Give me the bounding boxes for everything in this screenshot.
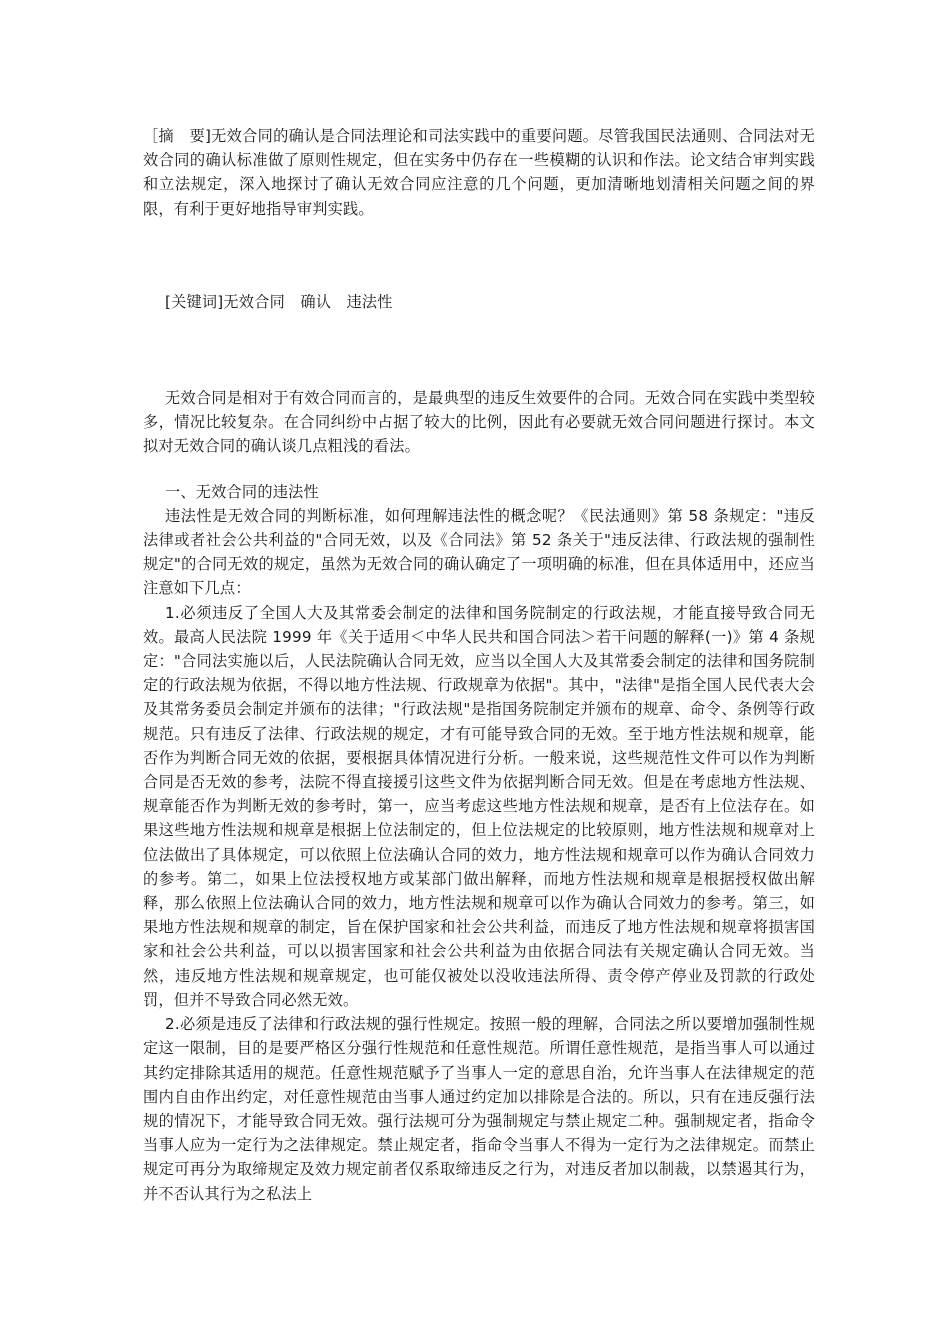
keywords-line: [关键词]无效合同 确认 违法性 bbox=[165, 292, 393, 311]
intro-paragraph: 无效合同是相对于有效合同而言的，是最典型的违反生效要件的合同。无效合同在实践中类型较多，情况比较复杂。在合同纠纷中占据了较大的比例，因此有必要就无效合同问题进行探讨。本文拟对无效合同的确认谈几点粗浅的看法。 bbox=[143, 389, 815, 456]
body-paragraph-2: 1.必须违反了全国人大及其常委会制定的法律和国务院制定的行政法规，才能直接导致合同无效。最高人民法院 1999 年《关于适用＜中华人民共和国合同法＞若干问题的解释(一)》第 4 条规定："合同法实施以后，人民法院确认合同无效，应当以全国人大及其常委会制定的法律和国务院制定的行政法规为依据，不得以地方性法规、行政规章为依据"。其中，"法律"是指全国人民代表大会及其常务委员会制定并颁布的法律；"行政法规"是指国务院制定并颁布的规章、命令、条例等行政规范。只有违反了法律、行政法规的规定，才有可能导致合同的无效。至于地方性法规和规章，能否作为判断合同无效的依据，要根据具体情况进行分析。一般来说，这些规范性文件可以作为判断合同是否无效的参考，法院不得直接援引这些文件为依据判断合同无效。但是在考虑地方性法规、规章能否作为判断无效的参考时，第一，应当考虑这些地方性法规和规章，是否有上位法存在。如果这些地方性法规和规章是根据上位法制定的，但上位法规定的比较原则，地方性法规和规章对上位法做出了具体规定，可以依照上位法确认合同的效力，地方性法规和规章可以作为确认合同效力的参考。第二，如果上位法授权地方或某部门做出解释，而地方性法规和规章是根据授权做出解释，那么依照上位法确认合同的效力，地方性法规和规章可以作为确认合同效力的参考。第三，如果地方性法规和规章的制定，旨在保护国家和社会公共利益，而违反了地方性法规和规章将损害国家和社会公共利益，可以以损害国家和社会公共利益为由依据合同法有关规定确认合同无效。当然，违反地方性法规和规章规定，也可能仅被处以没收违法所得、责令停产停业及罚款的行政处罚，但并不导致合同必然无效。 bbox=[143, 603, 815, 1009]
document-body bbox=[143, 124, 815, 1206]
section-heading: 一、无效合同的违法性 bbox=[165, 482, 319, 501]
abstract-paragraph: ［摘 要]无效合同的确认是合同法理论和司法实践中的重要问题。尽管我国民法通则、合同法对无效合同的确认标准做了原则性规定，但在实务中仍存在一些模糊的认识和作法。论文结合审判实践和立法规定，深入地探讨了确认无效合同应注意的几个问题，更加清晰地划清相关问题之间的界限，有利于更好地指导审判实践。 bbox=[143, 127, 815, 218]
body-paragraph-3: 2.必须是违反了法律和行政法规的强行性规定。按照一般的理解，合同法之所以要增加强制性规定这一限制，目的是要严格区分强行性规范和任意性规范。所谓任意性规范，是指当事人可以通过其约定排除其适用的规范。任意性规范赋予了当事人一定的意思自治，允许当事人在法律规定的范围内自由作出约定，对任意性规范由当事人通过约定加以排除是合法的。所以，只有在违反强行法规的情况下，才能导致合同无效。强行法规可分为强制规定与禁止规定二种。强制规定者，指命令当事人应为一定行为之法律规定。禁止规定者，指命令当事人不得为一定行为之法律规定。而禁止规定可再分为取缔规定及效力规定前者仅系取缔违反之行为，对违反者加以制裁，以禁遏其行为，并不否认其行为之私法上 bbox=[143, 1015, 815, 1203]
body-paragraph-1: 违法性是无效合同的判断标准，如何理解违法性的概念呢？《民法通则》第 58 条规定："违反法律或者社会公共利益的"合同无效，以及《合同法》第 52 条关于"违反法律、行政法规的强制性规定"的合同无效的规定，虽然为无效合同的确认确定了一项明确的标准，但在具体适用中，还应当注意如下几点： bbox=[143, 506, 815, 598]
